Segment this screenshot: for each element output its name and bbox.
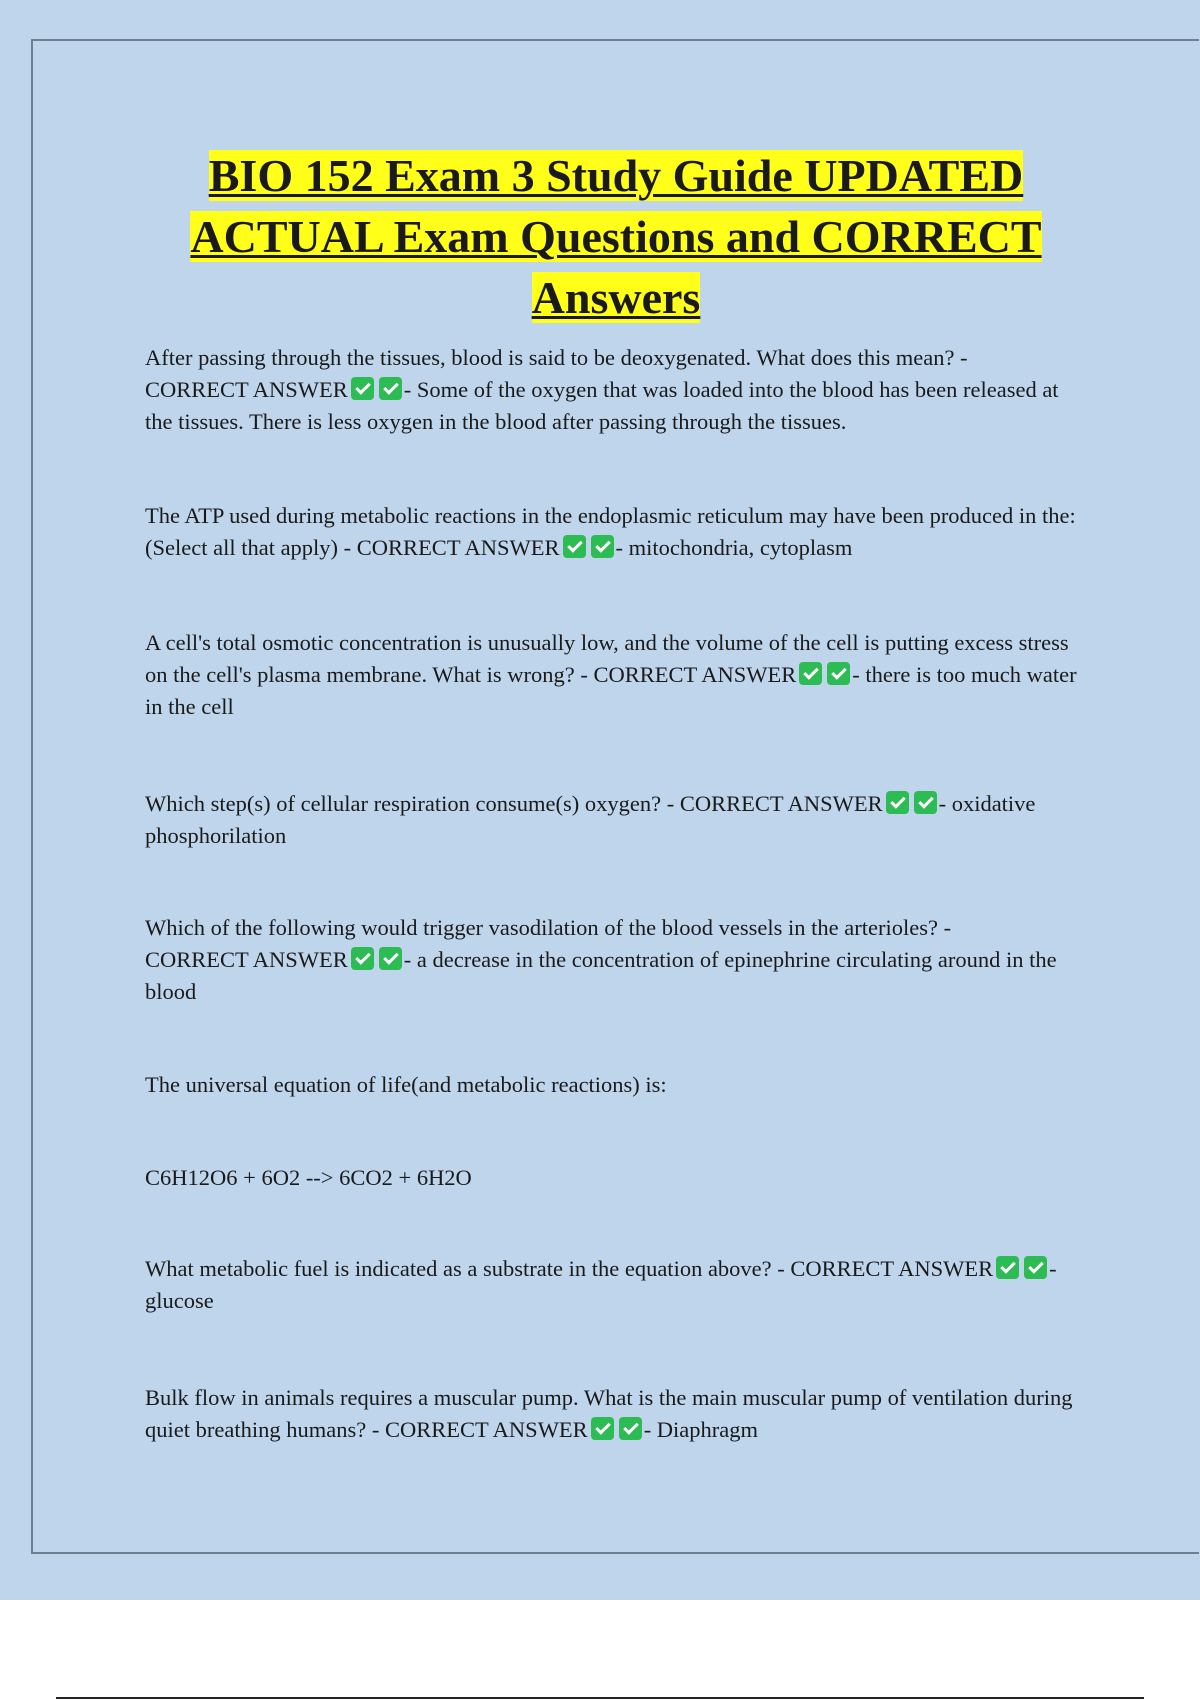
correct-answer-label: CORRECT ANSWER: [384, 1417, 588, 1442]
checkmark-icon: [619, 1417, 642, 1440]
equation: C6H12O6 + 6O2 --> 6CO2 + 6H2O: [145, 1165, 472, 1190]
correct-answer-label: CORRECT ANSWER: [356, 535, 560, 560]
checkmark-icon: [563, 535, 586, 558]
question-text: What metabolic fuel is indicated as a substrate in the equation above? -: [145, 1256, 785, 1281]
correct-answer-label: CORRECT ANSWER: [145, 947, 348, 972]
correct-answer-label: CORRECT ANSWER: [679, 791, 883, 816]
qa-item-5: [145, 912, 1087, 1008]
checkmark-icon: [1024, 1256, 1047, 1279]
answer-text: - mitochondria, cytoplasm: [615, 535, 853, 560]
checkmark-icon: [886, 791, 909, 814]
document-title: BIO 152 Exam 3 Study Guide UPDATED ACTUAL Exam Questions and CORRECT Answers: [190, 150, 1042, 323]
footer-divider: [56, 1697, 1144, 1699]
checkmark-icon: [591, 1417, 614, 1440]
checkmark-icon: [379, 947, 402, 970]
answer-text: - there is too much water in the cell: [145, 662, 1077, 719]
question-text: A cell's total osmotic concentration is unusually low, and the volume of the cell is putting excess stress on the cell's plasma membrane. What is wrong? -: [145, 630, 1069, 687]
question-text: Bulk flow in animals requires a muscular pump. What is the main muscular pump of ventilation during quiet breathing humans? -: [145, 1385, 1073, 1442]
qa-item-3: [145, 627, 1087, 723]
qa-item-6: [145, 1253, 1087, 1317]
answer-text: - Diaphragm: [643, 1417, 759, 1442]
checkmark-icon: [351, 947, 374, 970]
correct-answer-label: CORRECT ANSWER: [593, 662, 797, 687]
qa-item-7: [145, 1382, 1087, 1446]
answer-text: - Some of the oxygen that was loaded into the blood has been released at the tissues. There is less oxygen in the blood after passing through the tissues.: [145, 377, 1059, 434]
question-text: Which of the following would trigger vasodilation of the blood vessels in the arterioles? -: [145, 915, 952, 940]
checkmark-icon: [799, 662, 822, 685]
checkmark-icon: [996, 1256, 1019, 1279]
qa-item-2: [145, 500, 1087, 564]
question-text: The ATP used during metabolic reactions in the endoplasmic reticulum may have been produced in the: (Select all that apply) -: [145, 503, 1076, 560]
checkmark-icon: [914, 791, 937, 814]
answer-text: - oxidative phosphorilation: [145, 791, 1036, 848]
question-text: After passing through the tissues, blood is said to be deoxygenated. What does this mean? -: [145, 345, 968, 370]
correct-answer-label: CORRECT ANSWER: [790, 1256, 994, 1281]
checkmark-icon: [351, 377, 374, 400]
checkmark-icon: [379, 377, 402, 400]
equation-intro: The universal equation of life(and metabolic reactions) is:: [145, 1072, 667, 1097]
answer-text: - glucose: [145, 1256, 1057, 1313]
qa-item-4: [145, 788, 1087, 852]
correct-answer-label: CORRECT ANSWER: [145, 377, 348, 402]
checkmark-icon: [827, 662, 850, 685]
checkmark-icon: [591, 535, 614, 558]
answer-text: - a decrease in the concentration of epinephrine circulating around in the blood: [145, 947, 1057, 1004]
qa-item-1: [145, 342, 1087, 438]
question-text: Which step(s) of cellular respiration consume(s) oxygen? -: [145, 791, 675, 816]
